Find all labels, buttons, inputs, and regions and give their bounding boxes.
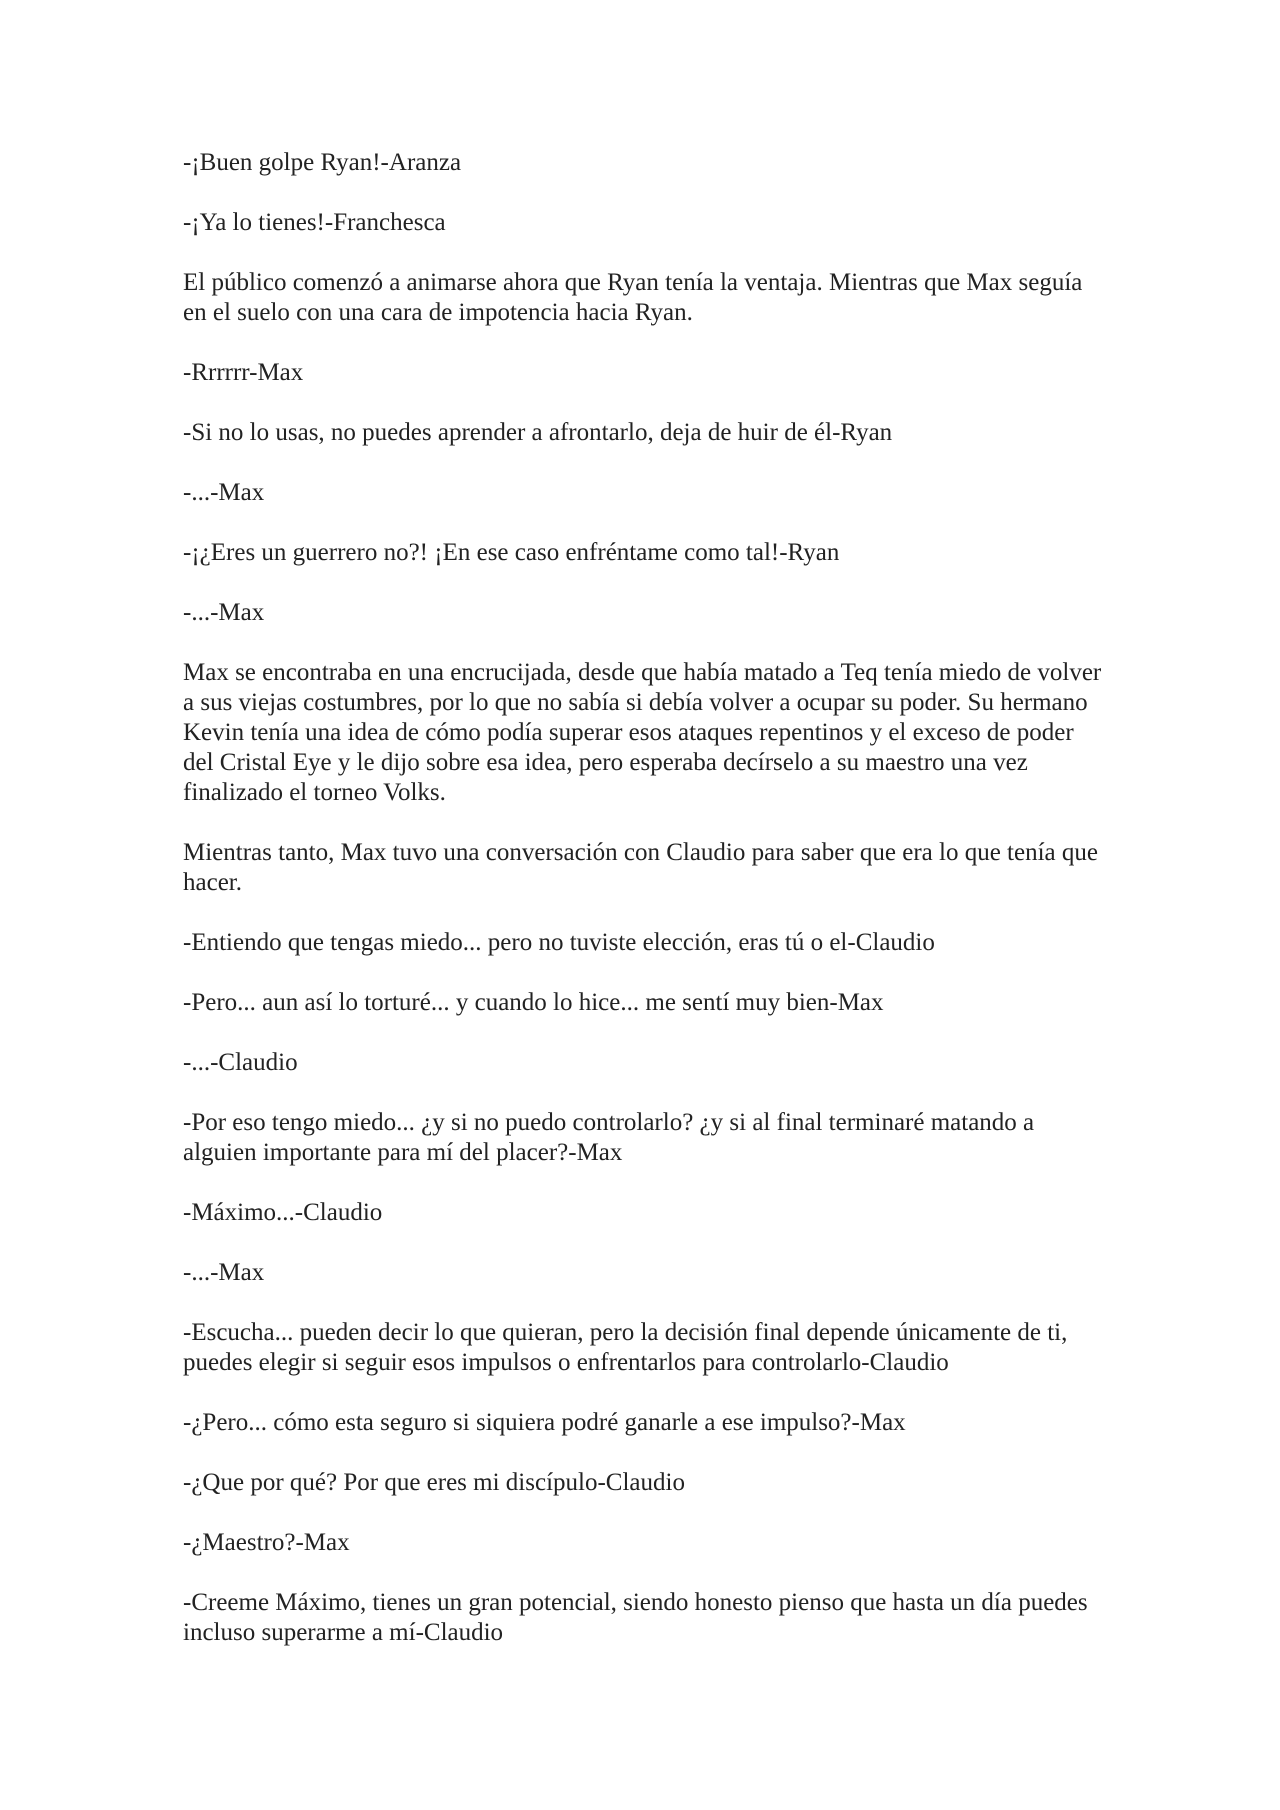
- paragraph-4: -Rrrrrr-Max: [183, 359, 304, 386]
- paragraph-18: -¿Pero... cómo esta seguro si siquiera podré ganarle a ese impulso?-Max: [183, 1409, 906, 1436]
- paragraph-5: -Si no lo usas, no puedes aprender a afrontarlo, deja de huir de él-Ryan: [183, 419, 893, 446]
- paragraph-10: Mientras tanto, Max tuvo una conversación con Claudio para saber que era lo que tenía que hacer.: [183, 839, 1098, 896]
- paragraph-8: -...-Max: [183, 599, 265, 626]
- paragraph-16: -...-Max: [183, 1259, 265, 1286]
- paragraph-1: -¡Buen golpe Ryan!-Aranza: [183, 149, 462, 176]
- paragraph-9: Max se encontraba en una encrucijada, desde que había matado a Teq tenía miedo de volver a sus viejas costumbres, por lo que no sabía si debía volver a ocupar su poder. Su hermano Kevin tenía una idea de cómo podía superar esos ataques repentinos y el exceso de poder del Cristal Eye y le dijo sobre esa idea, pero esperaba decírselo a su maestro una vez finalizado el torneo Volks.: [183, 659, 1102, 806]
- paragraph-12: -Pero... aun así lo torturé... y cuando lo hice... me sentí muy bien-Max: [183, 989, 884, 1016]
- paragraph-13: -...-Claudio: [183, 1049, 298, 1076]
- paragraph-21: -Creeme Máximo, tienes un gran potencial, siendo honesto pienso que hasta un día puedes incluso superarme a mí-Claudio: [183, 1589, 1088, 1646]
- paragraph-6: -...-Max: [183, 479, 265, 506]
- paragraph-7: -¡¿Eres un guerrero no?! ¡En ese caso enfréntame como tal!-Ryan: [183, 539, 840, 566]
- paragraph-20: -¿Maestro?-Max: [183, 1529, 350, 1556]
- paragraph-2: -¡Ya lo tienes!-Franchesca: [183, 209, 446, 236]
- paragraph-17: -Escucha... pueden decir lo que quieran, pero la decisión final depende únicamente de ti, puedes elegir si seguir esos impulsos o enfrentarlos para controlarlo-Claudio: [183, 1319, 1068, 1376]
- paragraph-15: -Máximo...-Claudio: [183, 1199, 383, 1226]
- paragraph-19: -¿Que por qué? Por que eres mi discípulo-Claudio: [183, 1469, 685, 1496]
- paragraph-11: -Entiendo que tengas miedo... pero no tuviste elección, eras tú o el-Claudio: [183, 929, 935, 956]
- document-body: [183, 148, 1103, 1678]
- paragraph-14: -Por eso tengo miedo... ¿y si no puedo controlarlo? ¿y si al final terminaré matando a alguien importante para mí del placer?-Max: [183, 1109, 1035, 1166]
- paragraph-3: El público comenzó a animarse ahora que Ryan tenía la ventaja. Mientras que Max seguía en el suelo con una cara de impotencia hacia Ryan.: [183, 269, 1083, 326]
